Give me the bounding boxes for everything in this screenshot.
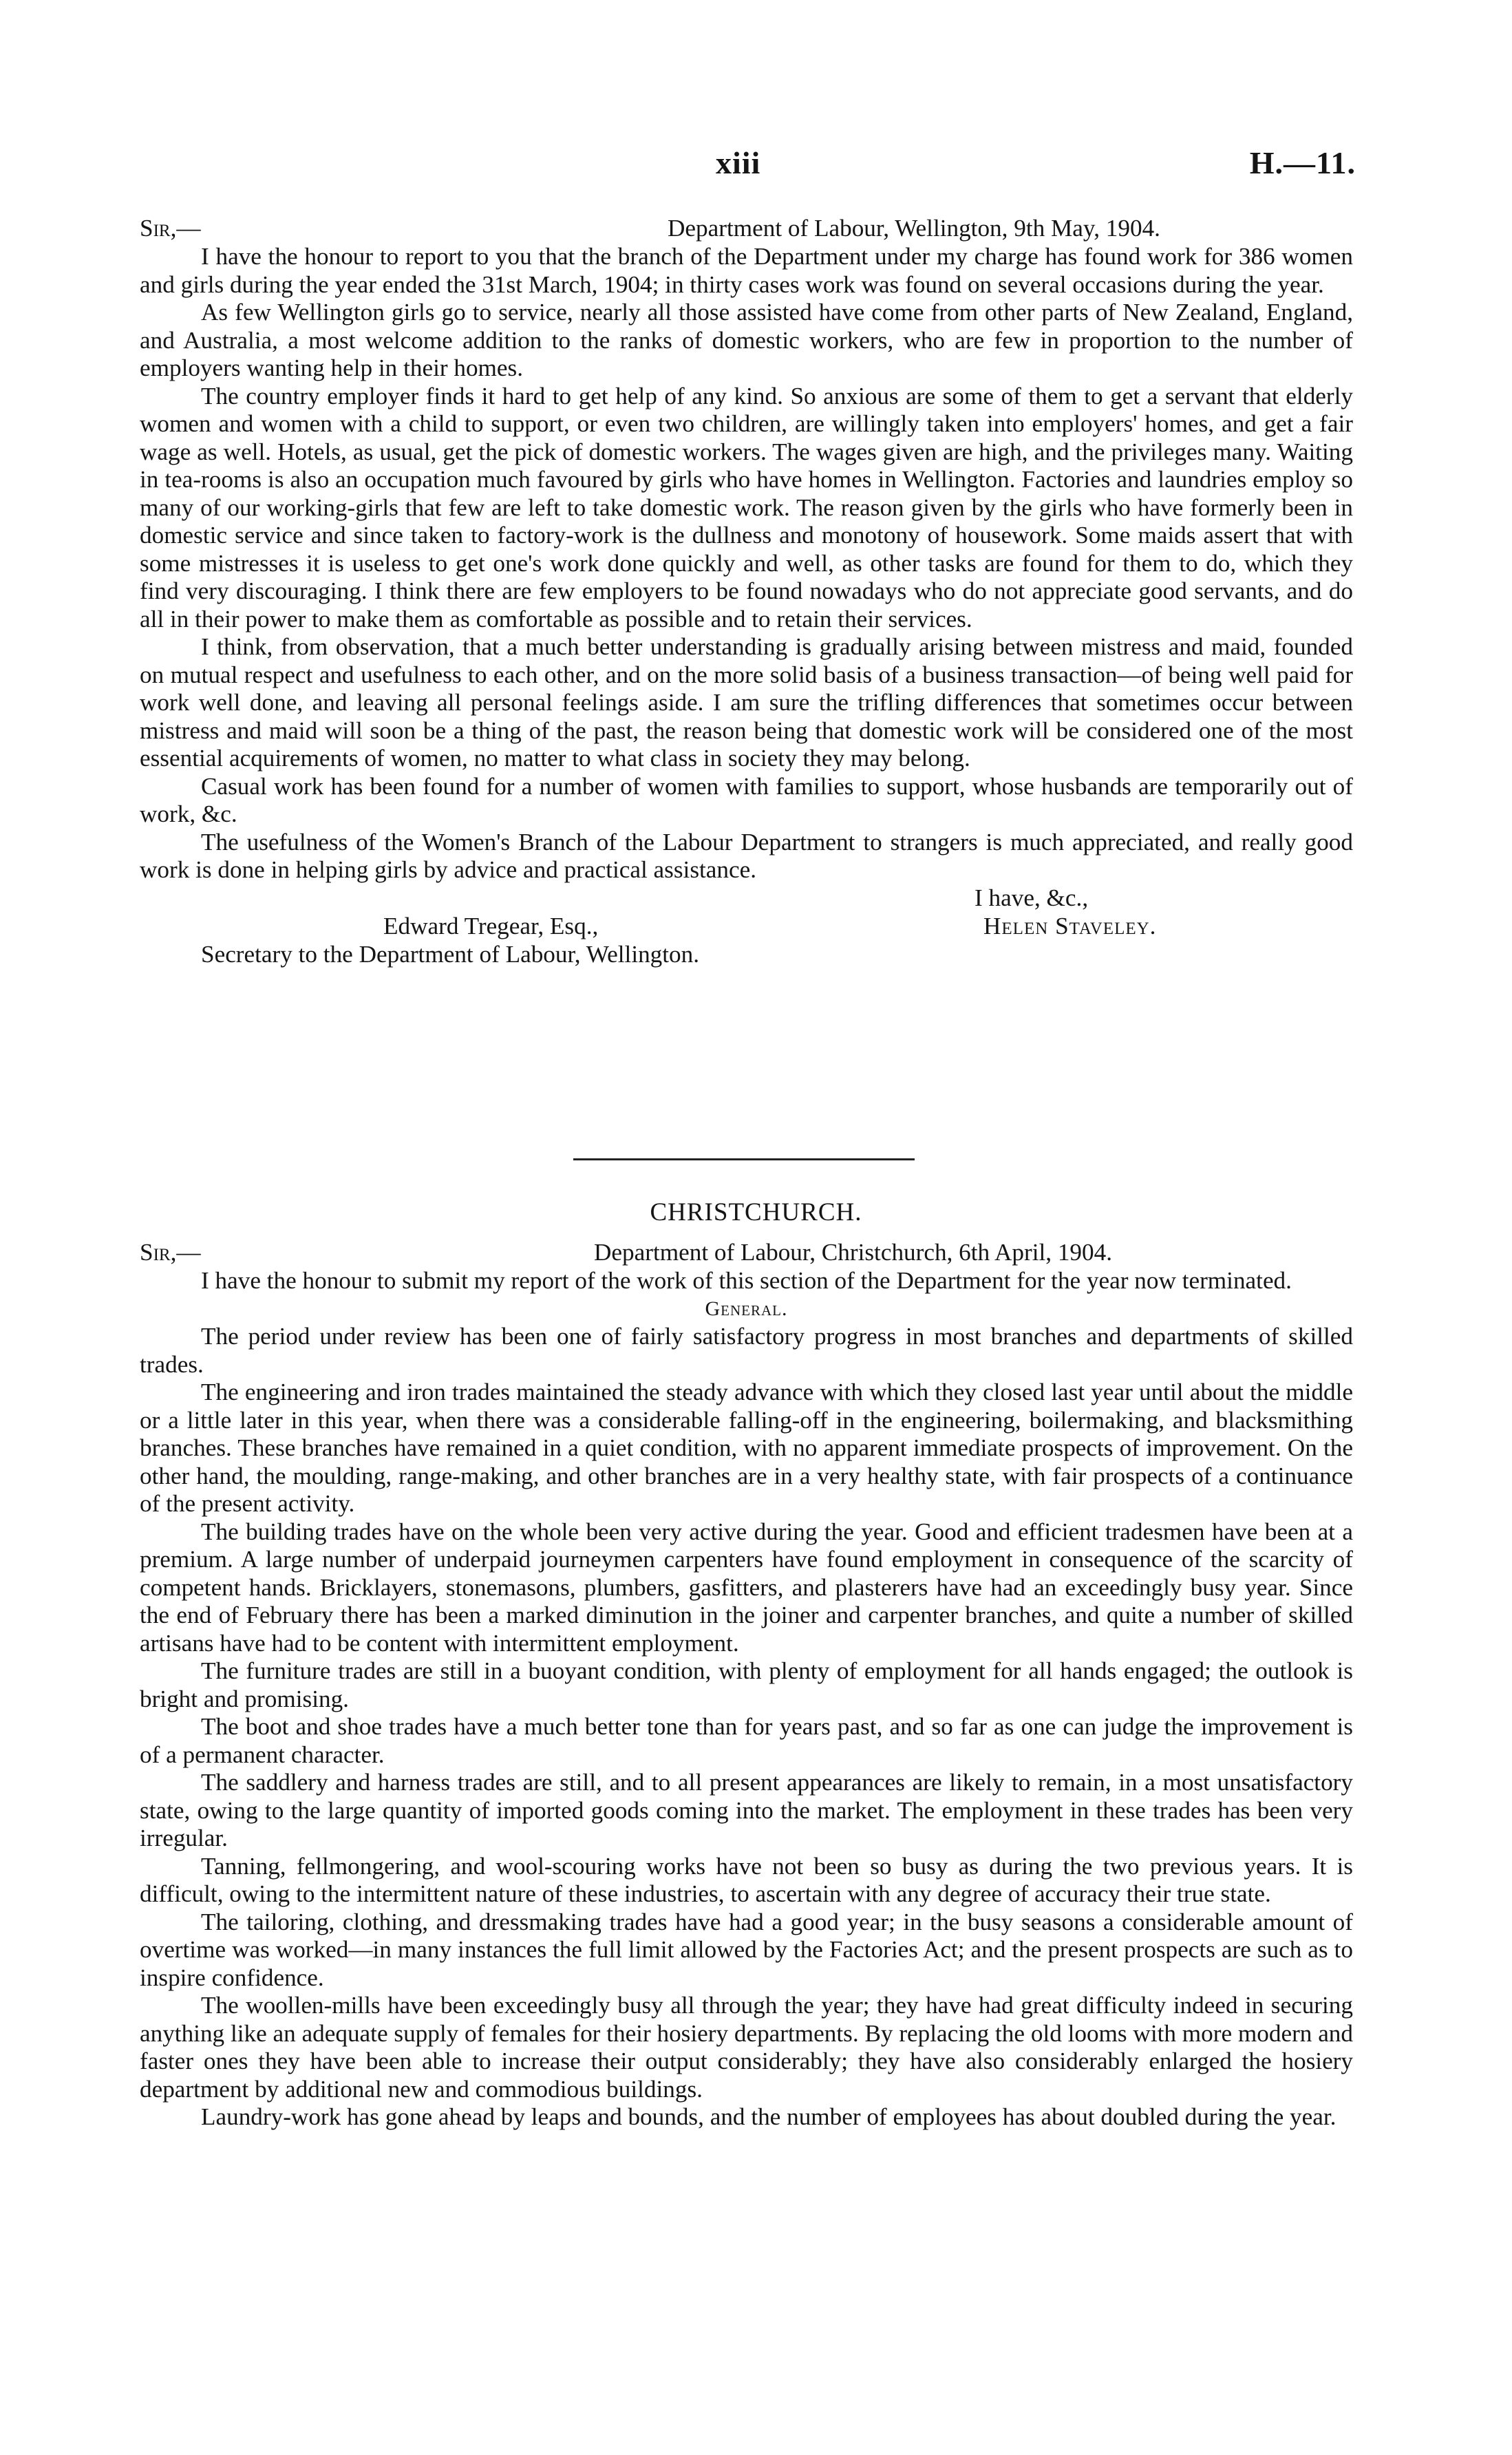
report-paragraph: The tailoring, clothing, and dressmaking trades have had a good year; in the busy seasons a considerable amount of overtime was worked—in many instances the full limit allowed by the Factories Act; and the present prospects are such as to inspire confidence.	[140, 1908, 1353, 1991]
report-paragraph: Laundry-work has gone ahead by leaps and bounds, and the number of employees has about doubled during the year.	[201, 2103, 1337, 2130]
wellington-letter	[140, 215, 1353, 968]
report-paragraph: The period under review has been one of fairly satisfactory progress in most branches and departments of skilled trades.	[140, 1323, 1353, 1378]
christchurch-report	[140, 1239, 1353, 2132]
subheading: General.	[705, 1297, 788, 1320]
signature-row	[140, 913, 1353, 941]
dateline: Department of Labour, Wellington, 9th May, 1904.	[668, 215, 1160, 242]
report-paragraph: The engineering and iron trades maintained the steady advance with which they closed last year until about the middle or a little later in this year, when there was a considerable falling-off in the engineering, boilermaking, and blacksmithing branches. These branches have remained in a quiet condition, with no apparent immediate prospects of improvement. On the other hand, the moulding, range-making, and other branches are in a very healthy state, with fair prospects of a continuance of the present activity.	[140, 1379, 1353, 1517]
report-paragraph: The furniture trades are still in a buoyant condition, with plenty of employment for all hands engaged; the outlook is bright and promising.	[140, 1657, 1353, 1712]
addressee-title: Secretary to the Department of Labour, Wellington.	[201, 940, 700, 968]
addressee-name: Edward Tregear, Esq.,	[383, 912, 599, 939]
closing-row	[140, 884, 1353, 913]
report-paragraph: The woollen-mills have been exceedingly busy all through the year; they have had great difficulty indeed in securing anything like an adequate supply of females for their hosiery departments. By replacing the old looms with more modern and faster ones they have been able to increase their output considerably; they have also considerably enlarged the hosiery department by additional new and commodious buildings.	[140, 1992, 1353, 2103]
report-paragraph: The boot and shoe trades have a much better tone than for years past, and so far as one can judge the improvement is of a permanent character.	[140, 1713, 1353, 1768]
report-paragraph: The building trades have on the whole been very active during the year. Good and efficient tradesmen have been at a premium. A large number of underpaid journeymen carpenters have found employment in consequence of the scarcity of competent hands. Bricklayers, stonemasons, plumbers, gasfitters, and plasterers have had an exceedingly busy year. Since the end of February there has been a marked diminution in the joiner and carpenter branches, and quite a number of skilled artisans have had to be content with intermittent employment.	[140, 1518, 1353, 1657]
report-heading-row	[140, 1239, 1353, 1267]
salutation: Sir,—	[140, 215, 201, 242]
section-heading: CHRISTCHURCH.	[650, 1198, 862, 1226]
letter-paragraph: I think, from observation, that a much better understanding is gradually arising between mistress and maid, founded on mutual respect and usefulness to each other, and on the more solid basis of a business transaction—of being well paid for work well done, and leaving all personal feelings aside. I am sure the trifling differences that sometimes occur between mistress and maid will soon be a thing of the past, the reason being that domestic work will be considered one of the most essential acquirements of women, no matter to what class in society they may belong.	[140, 633, 1353, 772]
page-number: xiii	[716, 145, 761, 180]
report-intro: I have the honour to submit my report of the work of this section of the Department for the year now terminated.	[201, 1267, 1292, 1294]
salutation: Sir,—	[140, 1239, 201, 1266]
letter-paragraph: The usefulness of the Women's Branch of the Labour Department to strangers is much appreciated, and really good work is done in helping girls by advice and practical assistance.	[140, 828, 1353, 883]
letter-paragraph: Casual work has been found for a number of women with families to support, whose husbands are temporarily out of work, &c.	[140, 772, 1353, 827]
letter-paragraph: As few Wellington girls go to service, nearly all those assisted have come from other parts of New Zealand, England, and Australia, a most welcome addition to the ranks of domestic workers, who are few in proportion to the number of employers wanting help in their homes.	[140, 299, 1353, 381]
closing-phrase: I have, &c.,	[975, 884, 1089, 911]
dateline: Department of Labour, Christchurch, 6th April, 1904.	[594, 1239, 1113, 1266]
signatory-name: Helen Staveley.	[983, 912, 1157, 939]
document-reference: H.—11.	[1249, 145, 1356, 180]
letter-heading-row	[140, 215, 1353, 243]
report-paragraph: Tanning, fellmongering, and wool-scouring works have not been so busy as during the two previous years. It is difficult, owing to the intermittent nature of these industries, to ascertain with any degree of accuracy their true state.	[140, 1852, 1353, 1907]
section-divider	[573, 1158, 915, 1160]
letter-paragraph: The country employer finds it hard to get help of any kind. So anxious are some of them to get a servant that elderly women and women with a child to support, or even two children, are willingly taken into employers' homes, and get a fair wage as well. Hotels, as usual, get the pick of domestic workers. The wages given are high, and the privileges many. Waiting in tea-rooms is also an occupation much favoured by girls who have homes in Wellington. Factories and laundries employ so many of our working-girls that few are left to take domestic work. The reason given by the girls who have formerly been in domestic service and since taken to factory-work is the dullness and monotony of housework. Some maids assert that with some mistresses it is useless to get one's work done quickly and well, as other tasks are found for them to do, which they find very discouraging. I think there are few employers to be found nowadays who do not appreciate good servants, and do all in their power to make them as comfortable as possible and to retain their services.	[140, 382, 1353, 633]
letter-paragraph: I have the honour to report to you that the branch of the Department under my charge has found work for 386 women and girls during the year ended the 31st March, 1904; in thirty cases work was found on several occasions during the year.	[140, 243, 1353, 298]
report-paragraph: The saddlery and harness trades are still, and to all present appearances are likely to remain, in a most unsatisfactory state, owing to the large quantity of imported goods coming into the market. The employment in these trades has been very irregular.	[140, 1769, 1353, 1851]
